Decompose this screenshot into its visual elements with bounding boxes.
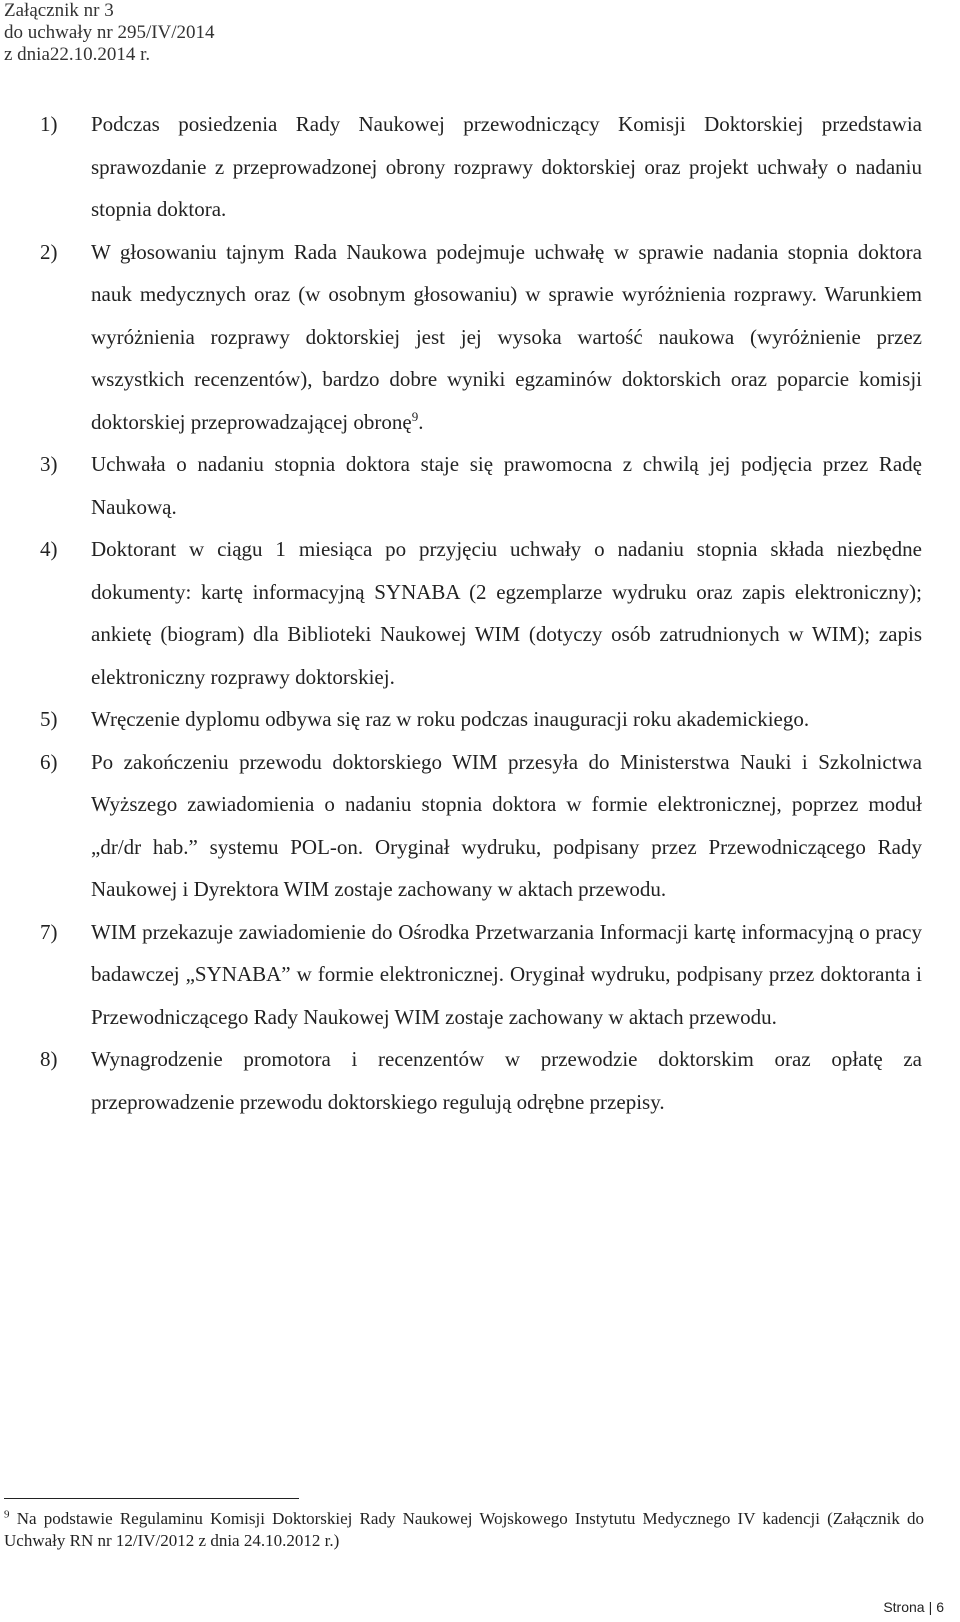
list-item-text: Wynagrodzenie promotora i recenzentów w przewodzie doktorskim oraz opłatę za przeprowadzenie przewodu doktorskiego regulują odrębne przepisy.: [91, 1047, 922, 1114]
list-item-text: Po zakończeniu przewodu doktorskiego WIM przesyła do Ministerstwa Nauki i Szkolnictwa Wyższego zawiadomienia o nadaniu stopnia doktora w formie elektronicznej, poprzez moduł „dr/dr hab.” systemu POL-on. Oryginał wydruku, podpisany przez Przewodniczącego Rady Naukowej i Dyrektora WIM zostaje zachowany w aktach przewodu.: [91, 749, 922, 901]
header-resolution-number: do uchwały nr 295/IV/2014: [4, 22, 215, 43]
list-item-8: [40, 1038, 922, 1123]
footnote-text: [4, 1508, 924, 1552]
footnote-marker: 9: [4, 1508, 10, 1521]
list-item-6: [40, 741, 922, 911]
footnote: [4, 1508, 924, 1552]
list-item-3: [40, 443, 922, 528]
list-item-text: Podczas posiedzenia Rady Naukowej przewodniczący Komisji Doktorskiej przedstawia sprawozdanie z przeprowadzonej obrony rozprawy doktorskiej oraz projekt uchwały o nadaniu stopnia doktora.: [91, 112, 922, 221]
document-header: [4, 0, 215, 66]
list-item-number: 1): [40, 112, 58, 136]
list-item-text: Doktorant w ciągu 1 miesiąca po przyjęciu uchwały o nadaniu stopnia składa niezbędne dokumenty: kartę informacyjną SYNABA (2 egzemplarze wydruku oraz zapis elektroniczny); ankietę (biogram) dla Biblioteki Naukowej WIM (dotyczy osób zatrudnionych w WIM); zapis elektroniczny rozprawy doktorskiej.: [91, 537, 922, 689]
list-item-7: [40, 911, 922, 1039]
footnote-reference[interactable]: 9: [411, 408, 419, 424]
page-number-value: 6: [936, 1599, 944, 1615]
procedure-list: [40, 103, 922, 1123]
header-date: z dnia22.10.2014 r.: [4, 44, 151, 65]
page-number: [883, 1598, 944, 1616]
page-label: Strona: [883, 1599, 925, 1615]
header-attachment-number: Załącznik nr 3: [4, 0, 114, 21]
list-item-1: [40, 103, 922, 231]
list-item-number: 7): [40, 919, 58, 944]
list-item-number: 5): [40, 707, 58, 731]
footnote-separator: [4, 1498, 299, 1499]
list-item-number: 8): [40, 1047, 58, 1071]
list-item-number: 3): [40, 452, 58, 476]
list-item-text-body: W głosowaniu tajnym Rada Naukowa podejmuje uchwałę w sprawie nadania stopnia doktora nauk medycznych oraz (w osobnym głosowaniu) w sprawie wyróżnienia rozprawy. Warunkiem wyróżnienia rozprawy doktorskiej jest jej wysoka wartość naukowa (wyróżnienie przez wszystkich recenzentów), bardzo dobre wyniki egzaminów doktorskich oraz poparcie komisji doktorskiej przeprowadzającej obronę: [91, 239, 922, 434]
footnote-body: Na podstawie Regulaminu Komisji Doktorskiej Rady Naukowej Wojskowego Instytutu Medycznego IV kadencji (Załącznik do Uchwały RN nr 12/IV/2012 z dnia 24.10.2012 r.): [4, 1509, 925, 1550]
page-separator: |: [928, 1599, 933, 1615]
list-item-text: WIM przekazuje zawiadomienie do Ośrodka Przetwarzania Informacji kartę informacyjną o pracy badawczej „SYNABA” w formie elektronicznej. Oryginał wydruku, podpisany przez doktoranta i Przewodniczącego Rady Naukowej WIM zostaje zachowany w aktach przewodu.: [91, 919, 922, 1029]
list-item-text: Uchwała o nadaniu stopnia doktora staje się prawomocna z chwilą jej podjęcia przez Radę Naukową.: [91, 452, 922, 519]
list-item-number: 2): [40, 239, 58, 264]
list-item-text-end: .: [418, 409, 424, 434]
list-item-4: [40, 528, 922, 698]
list-item-number: 6): [40, 749, 58, 774]
list-item-text: Wręczenie dyplomu odbywa się raz w roku podczas inauguracji roku akademickiego.: [91, 707, 810, 731]
list-item-2: [40, 231, 922, 444]
list-item-number: 4): [40, 537, 58, 561]
list-item-text: [91, 231, 922, 444]
list-item-5: [40, 698, 922, 741]
